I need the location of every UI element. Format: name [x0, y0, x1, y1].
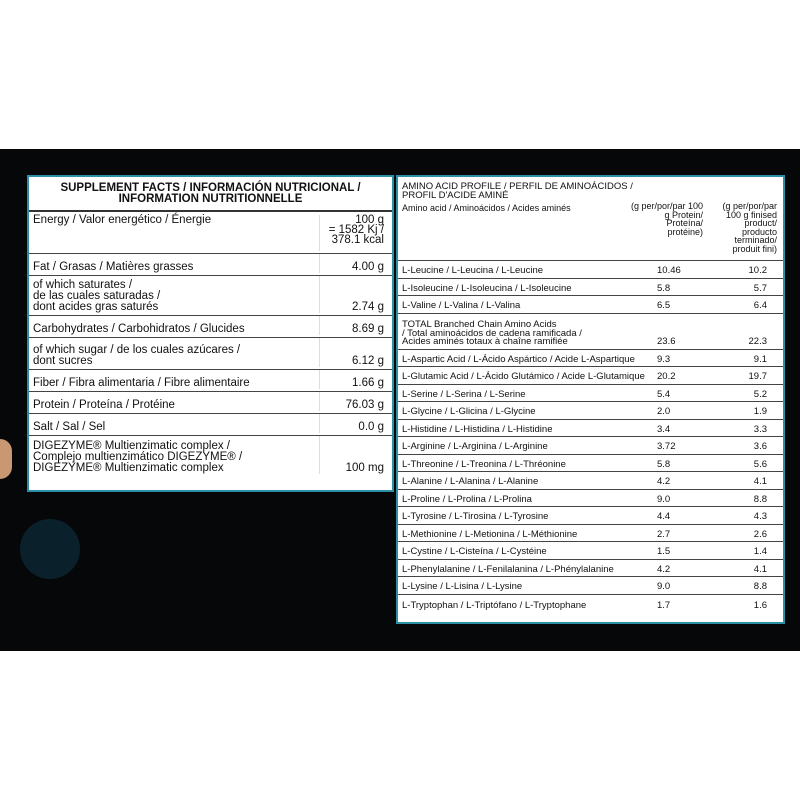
column-header-per-protein: (g per/por/par 100 g Protein/ Proteína/ protéine)	[630, 201, 703, 237]
amino-name: L-Tyrosine / L-Tirosina / L-Tyrosine	[402, 511, 549, 522]
amino-row	[398, 490, 783, 508]
decorative-shape	[20, 519, 80, 579]
facts-row-label: Carbohydrates / Carbohidratos / Glucides	[33, 323, 245, 335]
facts-row-value: 0.0 g	[319, 414, 388, 433]
supplement-facts-title: SUPPLEMENT FACTS / INFORMACIÓN NUTRICIONAL / INFORMATION NUTRITIONNELLE	[29, 177, 392, 212]
amino-value-per-protein: 10.46	[657, 265, 681, 276]
facts-row-label: Protein / Proteína / Protéine	[33, 399, 175, 411]
amino-value-per-protein: 4.2	[657, 563, 671, 575]
facts-row	[29, 316, 392, 338]
facts-row	[29, 276, 392, 316]
facts-row-label: DIGEZYME® Multienzimatic complex / Complejo multienzimático DIGEZYME® / DIGEZYME® Multienzimatic complex	[33, 440, 243, 474]
amino-value-per-product: 10.2	[748, 265, 767, 276]
facts-row-label: of which saturates / de las cuales saturadas / dont acides gras saturés	[33, 279, 161, 313]
facts-row-value: 6.12 g	[319, 338, 388, 367]
amino-value-per-product: 5.2	[753, 388, 767, 400]
amino-value-per-protein: 5.8	[657, 458, 671, 470]
amino-row	[398, 560, 783, 578]
amino-row	[398, 437, 783, 455]
amino-value-per-product: 19.7	[748, 371, 767, 382]
facts-row	[29, 436, 392, 476]
amino-row	[398, 261, 783, 279]
amino-name: L-Aspartic Acid / L-Ácido Aspártico / Acide L-Aspartique	[402, 353, 635, 365]
facts-row-value: 1.66 g	[319, 370, 388, 389]
amino-name: L-Lysine / L-Lisina / L-Lysine	[402, 581, 523, 592]
amino-value-per-product: 22.3	[748, 336, 767, 347]
amino-value-per-protein: 3.4	[657, 423, 671, 435]
amino-table-header	[398, 202, 783, 261]
amino-name: L-Methionine / L-Metionina / L-Méthionine	[402, 528, 578, 540]
amino-name: L-Serine / L-Serina / L-Serine	[402, 388, 526, 400]
amino-name: L-Phenylalanine / L-Fenilalanina / L-Phénylalanine	[402, 563, 614, 575]
amino-value-per-protein: 9.0	[657, 581, 671, 592]
amino-value-per-protein: 9.0	[657, 493, 671, 505]
amino-value-per-product: 3.3	[753, 423, 767, 435]
amino-value-per-product: 2.6	[753, 528, 767, 540]
amino-value-per-protein: 2.7	[657, 528, 671, 540]
amino-value-per-protein: 20.2	[657, 371, 676, 382]
amino-name: L-Leucine / L-Leucina / L-Leucine	[402, 265, 544, 276]
facts-row-label: Energy / Valor energético / Énergie	[33, 214, 212, 226]
amino-row	[398, 525, 783, 543]
amino-value-per-protein: 23.6	[657, 336, 676, 347]
amino-name: L-Cystine / L-Cisteína / L-Cystéine	[402, 546, 547, 557]
facts-row-value: 2.74 g	[319, 276, 388, 313]
amino-name: L-Histidine / L-Histidina / L-Histidine	[402, 423, 553, 435]
facts-row	[29, 212, 392, 254]
facts-row	[29, 414, 392, 436]
amino-acid-profile-panel	[396, 175, 785, 624]
facts-row	[29, 338, 392, 370]
facts-row-value: 100 g = 1582 Kj / 378.1 kcal	[319, 215, 388, 251]
amino-value-per-product: 3.6	[753, 441, 767, 452]
amino-name: L-Valine / L-Valina / L-Valina	[402, 300, 521, 311]
amino-row	[398, 455, 783, 473]
amino-acid-profile-title: AMINO ACID PROFILE / PERFIL DE AMINOÁCIDOS / PROFIL D'ACIDE AMINÉ	[402, 181, 633, 201]
amino-value-per-product: 8.8	[753, 581, 767, 592]
amino-value-per-product: 1.9	[753, 406, 767, 417]
amino-name: L-Tryptophan / L-Triptófano / L-Tryptophane	[402, 599, 587, 611]
amino-value-per-protein: 1.5	[657, 546, 671, 557]
amino-value-per-product: 4.3	[753, 511, 767, 522]
amino-name: L-Alanine / L-Alanina / L-Alanine	[402, 476, 539, 487]
amino-value-per-protein: 6.5	[657, 300, 671, 311]
amino-row	[398, 385, 783, 403]
amino-value-per-product: 1.6	[753, 599, 767, 611]
amino-row	[398, 420, 783, 438]
amino-name: L-Proline / L-Prolina / L-Prolina	[402, 493, 532, 505]
facts-row-label: of which sugar / de los cuales azúcares / dont sucres	[33, 344, 241, 367]
amino-name: L-Glutamic Acid / L-Ácido Glutámico / Acide L-Glutamique	[402, 371, 645, 382]
amino-value-per-protein: 2.0	[657, 406, 671, 417]
facts-row	[29, 392, 392, 414]
column-header-amino-acid: Amino acid / Aminoácidos / Acides aminés	[402, 203, 571, 213]
amino-row	[398, 367, 783, 385]
amino-name: L-Isoleucine / L-Isoleucina / L-Isoleucine	[402, 282, 572, 294]
facts-row-value: 100 mg	[319, 436, 388, 474]
amino-row	[398, 542, 783, 560]
facts-row-value: 4.00 g	[319, 254, 388, 273]
amino-row	[398, 507, 783, 525]
facts-row	[29, 254, 392, 276]
amino-row	[398, 350, 783, 368]
amino-row	[398, 402, 783, 420]
amino-value-per-protein: 4.2	[657, 476, 671, 487]
amino-value-per-protein: 3.72	[657, 441, 676, 452]
decorative-shape	[0, 439, 12, 479]
facts-row	[29, 370, 392, 392]
amino-row	[398, 279, 783, 297]
amino-value-per-protein: 4.4	[657, 511, 671, 522]
amino-row	[398, 577, 783, 595]
amino-value-per-product: 1.4	[753, 546, 767, 557]
facts-row-label: Salt / Sal / Sel	[33, 421, 106, 433]
column-header-per-product: (g per/por/par 100 g finised product/ producto terminado/ produit fini)	[722, 201, 777, 254]
facts-row-label: Fat / Grasas / Matières grasses	[33, 261, 194, 273]
facts-row-label: Fiber / Fibra alimentaria / Fibre alimentaire	[33, 377, 250, 389]
amino-value-per-product: 6.4	[753, 300, 767, 311]
amino-value-per-protein: 5.4	[657, 388, 671, 400]
amino-name: L-Glycine / L-Glicina / L-Glycine	[402, 406, 536, 417]
amino-value-per-product: 8.8	[753, 493, 767, 505]
amino-row	[398, 296, 783, 314]
amino-row	[398, 472, 783, 490]
supplement-facts-panel	[27, 175, 394, 492]
amino-value-per-product: 5.6	[753, 458, 767, 470]
amino-value-per-protein: 5.8	[657, 282, 671, 294]
amino-value-per-protein: 1.7	[657, 599, 671, 611]
amino-name: TOTAL Branched Chain Amino Acids / Total aminoácidos de cadena ramificada / Acides aminés totaux à chaîne ramifiée	[402, 319, 582, 347]
facts-row-value: 76.03 g	[319, 392, 388, 411]
amino-value-per-product: 5.7	[753, 282, 767, 294]
facts-row-value: 8.69 g	[319, 316, 388, 335]
amino-value-per-product: 9.1	[753, 353, 767, 365]
amino-value-per-protein: 9.3	[657, 353, 671, 365]
amino-value-per-product: 4.1	[753, 476, 767, 487]
amino-value-per-product: 4.1	[753, 563, 767, 575]
amino-name: L-Threonine / L-Treonina / L-Thréonine	[402, 458, 566, 470]
amino-total-row	[398, 314, 783, 350]
amino-name: L-Arginine / L-Arginina / L-Arginine	[402, 441, 548, 452]
amino-row	[398, 595, 783, 613]
